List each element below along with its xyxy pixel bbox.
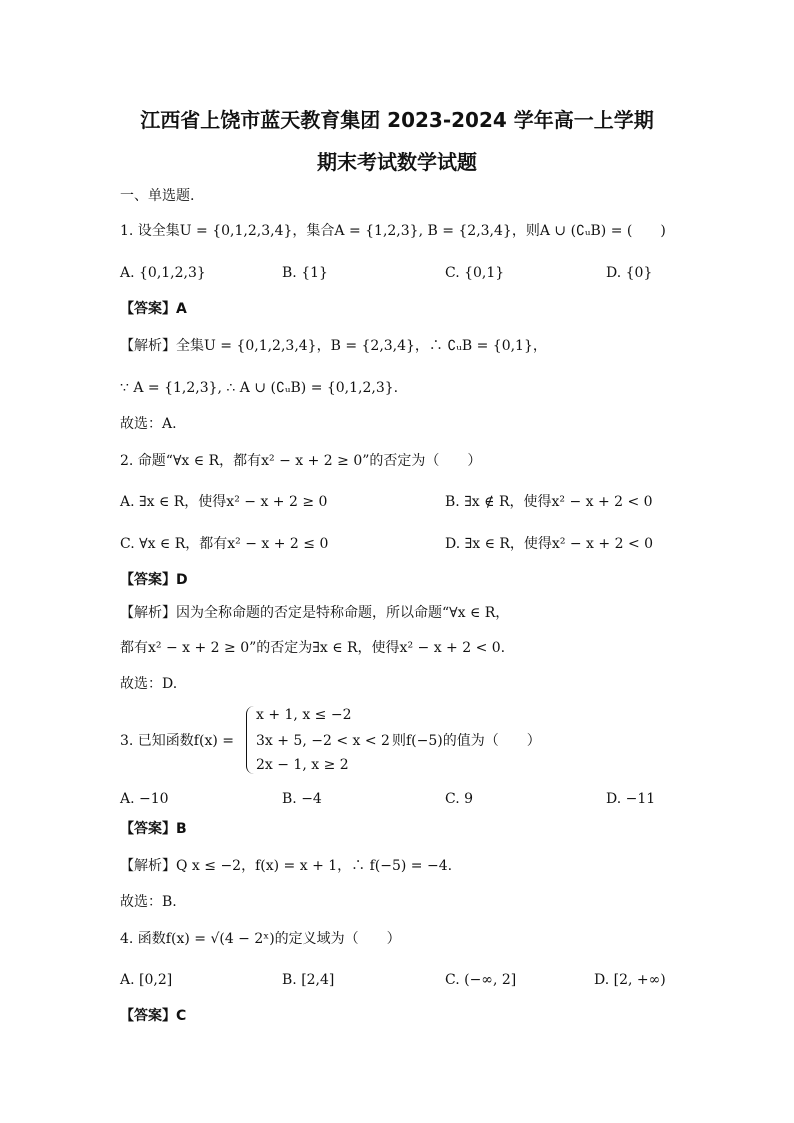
q2-option-b: B. ∃x ∉ R，使得x² − x + 2 < 0 xyxy=(445,494,653,510)
title-line-1: 江西省上饶市蓝天教育集团 2023-2024 学年高一上学期 xyxy=(140,108,654,132)
q4-option-a: A. [0,2] xyxy=(120,972,173,988)
q2-answer: 【答案】D xyxy=(120,572,188,588)
q1-option-b: B. {1} xyxy=(282,265,328,281)
q1-option-a: A. {0,1,2,3} xyxy=(120,265,206,281)
q1-analysis-1: 【解析】全集U = {0,1,2,3,4}，B = {2,3,4}，∴ ∁ᵤB = {0,1}， xyxy=(120,338,547,354)
q3-option-d: D. −11 xyxy=(606,791,656,807)
title-line-2: 期末考试数学试题 xyxy=(317,150,477,174)
q3-option-a: A. −10 xyxy=(120,791,169,807)
q3-stem-right: 则f(−5)的值为（ ） xyxy=(392,733,541,749)
section-heading: 一、单选题. xyxy=(120,188,195,204)
q2-option-c: C. ∀x ∈ R，都有x² − x + 2 ≤ 0 xyxy=(120,536,329,552)
piecewise-brace xyxy=(246,706,255,774)
q3-stem-left: 3. 已知函数f(x) = xyxy=(120,733,234,749)
q3-option-b: B. −4 xyxy=(282,791,322,807)
q1-option-c: C. {0,1} xyxy=(445,265,505,281)
q2-option-d: D. ∃x ∈ R，使得x² − x + 2 < 0 xyxy=(445,536,654,552)
q1-option-d: D. {0} xyxy=(606,265,653,281)
q1-analysis-2: ∵ A = {1,2,3}, ∴ A ∪ (∁ᵤB) = {0,1,2,3}. xyxy=(120,380,399,396)
q1-choose: 故选：A. xyxy=(120,416,177,432)
q4-stem: 4. 函数f(x) = √(4 − 2ˣ)的定义域为（ ） xyxy=(120,931,401,947)
q4-option-b: B. [2,4] xyxy=(282,972,335,988)
q3-choose: 故选：B. xyxy=(120,894,177,910)
q3-piece-1: x + 1, x ≤ −2 xyxy=(256,707,352,723)
q3-answer: 【答案】B xyxy=(120,821,187,837)
q2-choose: 故选：D. xyxy=(120,676,178,692)
q1-stem: 1. 设全集U = {0,1,2,3,4}，集合A = {1,2,3}, B = {2,3,4}，则A ∪ (∁ᵤB) = ( ) xyxy=(120,223,666,239)
q1-answer: 【答案】A xyxy=(120,301,187,317)
q2-analysis-1: 【解析】因为全称命题的否定是特称命题，所以命题“∀x ∈ R， xyxy=(120,605,510,621)
q4-answer: 【答案】C xyxy=(120,1008,187,1024)
q4-option-d: D. [2, +∞) xyxy=(594,972,666,988)
q3-option-c: C. 9 xyxy=(445,791,474,807)
q3-piece-2: 3x + 5, −2 < x < 2 xyxy=(256,733,390,749)
q2-stem: 2. 命题“∀x ∈ R，都有x² − x + 2 ≥ 0”的否定为（ ） xyxy=(120,453,482,469)
q3-analysis-1: 【解析】Q x ≤ −2，f(x) = x + 1，∴ f(−5) = −4. xyxy=(120,858,453,874)
q3-piece-3: 2x − 1, x ≥ 2 xyxy=(256,757,349,773)
q2-analysis-2: 都有x² − x + 2 ≥ 0”的否定为∃x ∈ R，使得x² − x + 2 < 0. xyxy=(120,640,506,656)
q2-option-a: A. ∃x ∈ R，使得x² − x + 2 ≥ 0 xyxy=(120,494,328,510)
q4-option-c: C. (−∞, 2] xyxy=(445,972,517,988)
